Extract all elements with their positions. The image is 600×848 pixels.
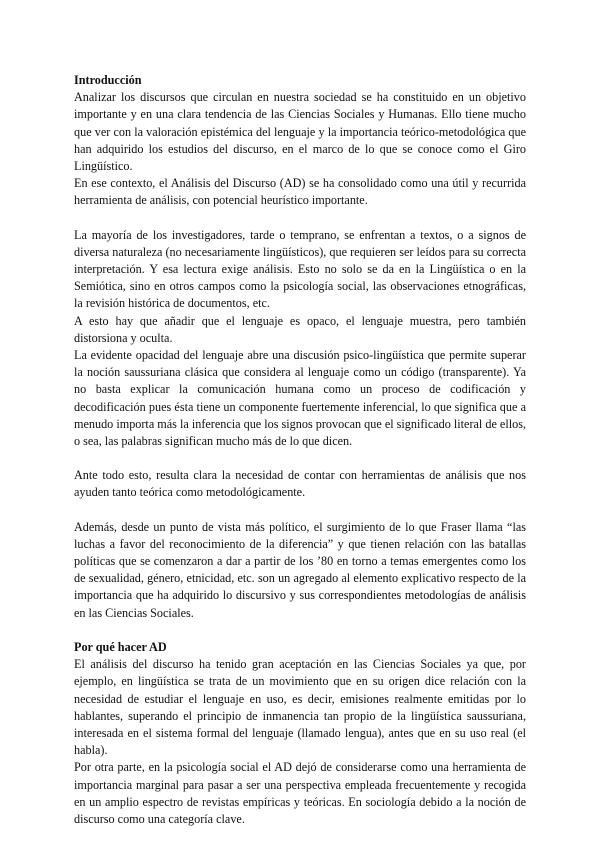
paragraph-ad-1: El análisis del discurso ha tenido gran aceptación en las Ciencias Sociales ya que, por ejemplo, en lingüística se trata de un movimiento que en su origen dice relación con la necesidad de estudiar el lenguaje en uso, es decir, emisiones realmente emitidas por lo hablantes, superando el principio de inmanencia tan propio de la lingüística saussuriana, interesada en el sistema formal del lenguaje (llamado lengua), antes que en su uso real (el habla). bbox=[74, 657, 526, 758]
paragraph-intro-1: Analizar los discursos que circulan en nuestra sociedad se ha constituido en un objetivo importante y en una clara tendencia de las Ciencias Sociales y Humanas. Ello tiene mucho que ver con la valoración epistémica del lenguaje y la importancia teórico-metodológica que han adquirido los estudios del discurso, en el marco de lo que se conoce como el Giro Lingüístico. bbox=[74, 90, 526, 174]
paragraph-gap bbox=[74, 622, 526, 639]
paragraph-gap bbox=[74, 210, 526, 227]
section-heading-introduccion: Introducción bbox=[74, 73, 142, 87]
paragraph-intro-4: A esto hay que añadir que el lenguaje es opaco, el lenguaje muestra, pero también distorsiona y oculta. bbox=[74, 313, 526, 345]
paragraph-intro-6: Ante todo esto, resulta clara la necesidad de contar con herramientas de análisis que nos ayuden tanto teórica como metodológicamente. bbox=[74, 468, 526, 500]
paragraph-intro-5: La evidente opacidad del lenguaje abre una discusión psico-lingüística que permite superar la noción saussuriana clásica que considera al lenguaje como un código (transparente). Ya no basta explicar la comunicación humana como un proceso de codificación y decodificación pues ésta tiene un componente fuertemente inferencial, lo que significa que a menudo importa más la inferencia que los signos provocan que el significado literal de ellos, o sea, las palabras significan mucho más de lo que dicen. bbox=[74, 348, 526, 449]
paragraph-ad-2: Por otra parte, en la psicología social el AD dejó de considerarse como una herramienta de importancia marginal para pasar a ser una perspectiva empleada frecuentemente y recogida en un amplio espectro de revistas empíricas y teóricas. En sociología debido a la noción de discurso como una categoría clave. bbox=[74, 760, 526, 826]
paragraph-intro-7: Además, desde un punto de vista más político, el surgimiento de lo que Fraser llama “las luchas a favor del reconocimiento de la diferencia” y que tienen relación con las batallas políticas que se comenzaron a dar a partir de los ’80 en torno a temas emergentes como los de sexualidad, género, etnicidad, etc. son un agregado al elemento explicativo respecto de la importancia que ha adquirido lo discursivo y sus correspondientes metodologías de análisis en las Ciencias Sociales. bbox=[74, 519, 526, 620]
section-heading-por-que-hacer-ad: Por qué hacer AD bbox=[74, 639, 167, 654]
paragraph-intro-3: La mayoría de los investigadores, tarde o temprano, se enfrentan a textos, o a signos de diversa naturaleza (no necesariamente lingüísticos), que requieren ser leídos para su correcta interpretación. Y esa lectura exige análisis. Esto no solo se da en la Lingüística o en la Semiótica, sino en otros campos como la psicología social, las observaciones etnográficas, la revisión histórica de documentos, etc. bbox=[74, 227, 526, 311]
paragraph-gap bbox=[74, 450, 526, 467]
paragraph-intro-2: En ese contexto, el Análisis del Discurso (AD) se ha consolidado como una útil y recurrida herramienta de análisis, con potencial heurístico importante. bbox=[74, 176, 526, 208]
paragraph-gap bbox=[74, 502, 526, 519]
